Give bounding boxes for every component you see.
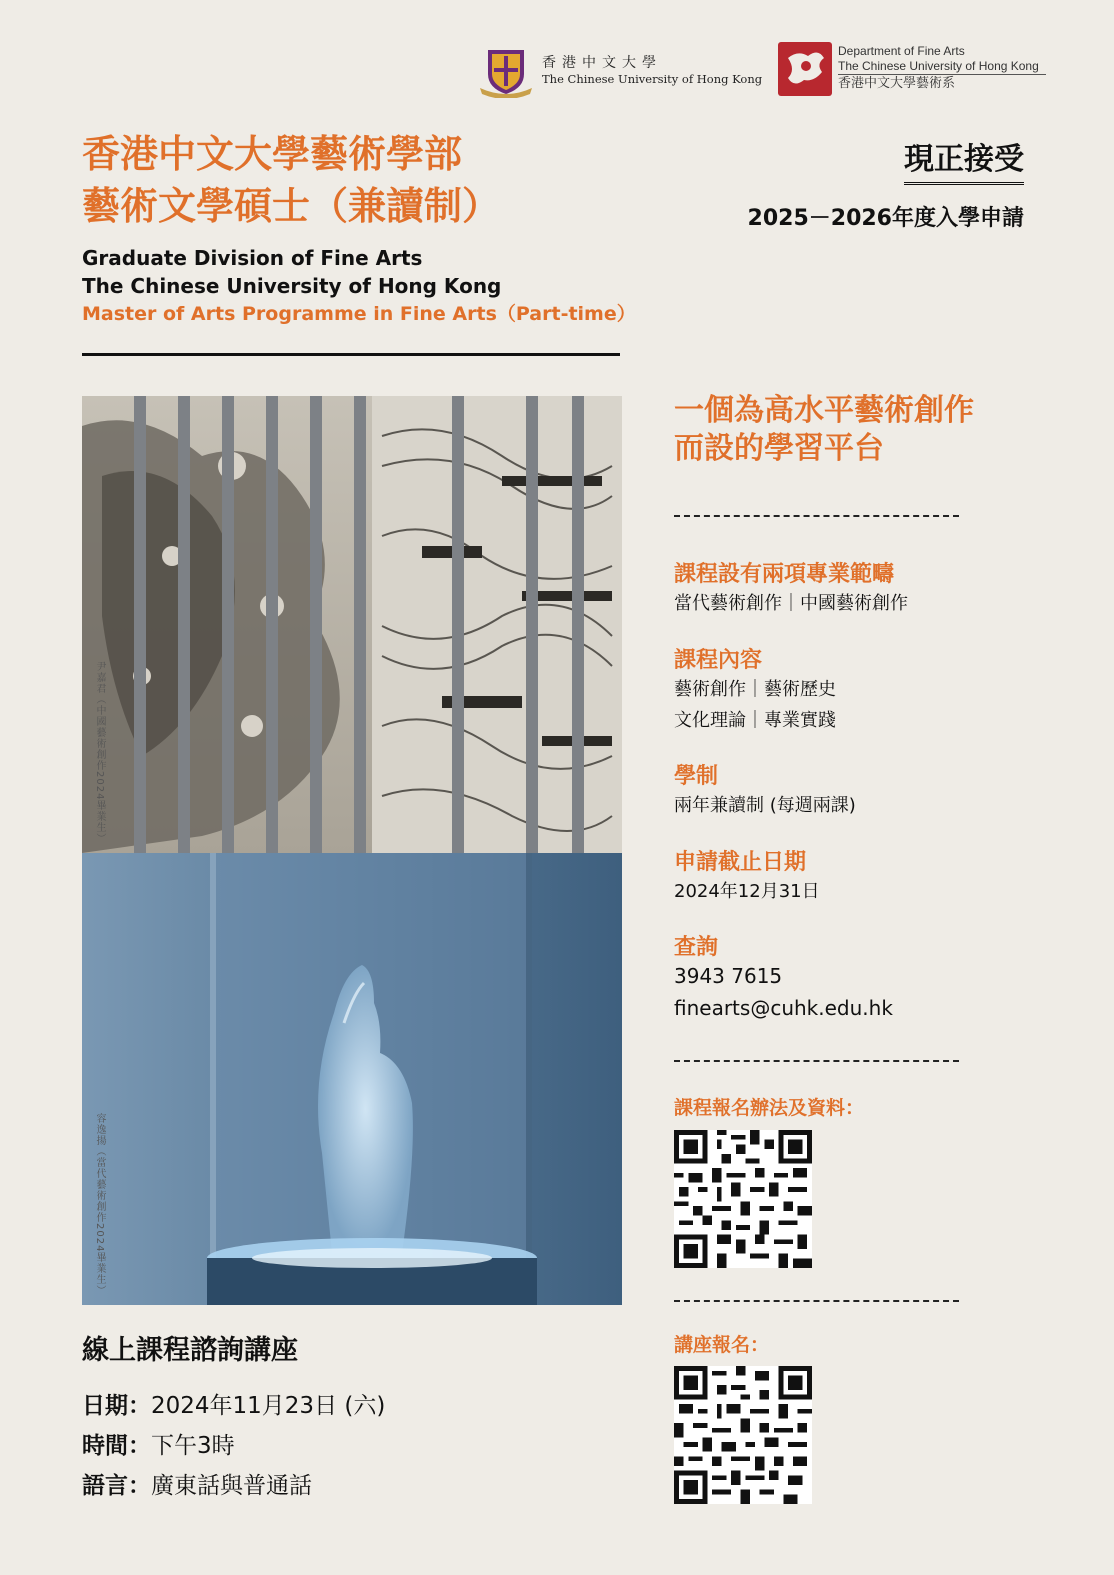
dashed-divider-3 [674, 1300, 959, 1302]
dfa-name-en-1: Department of Fine Arts [838, 44, 965, 58]
tagline [674, 392, 974, 468]
title-zh-line-2: 藝術文學碩士（兼讀制） [82, 184, 501, 228]
deadline-heading: 申請截止日期 [674, 850, 807, 875]
deadline-text: 2024年12月31日 [674, 881, 820, 902]
seminar-lang-value: 廣東話與普通話 [151, 1473, 312, 1499]
artwork-glass-hand [82, 853, 622, 1305]
content-line-1: 藝術創作｜藝術歷史 [674, 679, 836, 700]
dashed-divider-1 [674, 515, 959, 517]
cuhk-name-zh: 香港中文大學 [542, 55, 662, 71]
specializations-text: 當代藝術創作｜中國藝術創作 [674, 593, 908, 614]
mode-heading: 學制 [674, 764, 719, 789]
enquiry-email[interactable]: finearts@cuhk.edu.hk [674, 996, 893, 1020]
qr-code-programme[interactable] [674, 1130, 812, 1268]
tagline-line-2: 而設的學習平台 [674, 431, 884, 466]
content-line-2: 文化理論｜專業實踐 [674, 710, 836, 731]
dfa-name-zh: 香港中文大學藝術系 [838, 75, 956, 90]
cuhk-name-en: The Chinese University of Hong Kong [542, 72, 763, 86]
seminar-date [82, 1387, 385, 1420]
cuhk-logo [478, 46, 763, 98]
seminar-lang-label: 語言： [82, 1473, 151, 1499]
qr-seminar-label: 講座報名： [674, 1334, 770, 1356]
tagline-line-1: 一個為高水平藝術創作 [674, 393, 974, 428]
qr-seminar-icon [674, 1366, 812, 1504]
accepting-label: 現正接受 [904, 140, 1024, 185]
seminar-title: 線上課程諮詢講座 [82, 1335, 298, 1366]
seminar-time-label: 時間： [82, 1433, 151, 1459]
artwork-rock-drawing [82, 396, 622, 853]
specializations-heading: 課程設有兩項專業範疇 [674, 562, 895, 587]
seminar-date-value: 2024年11月23日 (六) [151, 1393, 386, 1419]
dashed-divider-2 [674, 1060, 959, 1062]
admission-notice [748, 140, 1024, 232]
qr-code-seminar[interactable] [674, 1366, 812, 1504]
seminar-time-value: 下午3時 [151, 1433, 235, 1459]
title-en-line-3: Master of Arts Programme in Fine Arts（Part-time） [82, 303, 636, 325]
dfa-seal-icon [778, 42, 832, 96]
title-en-line-2: The Chinese University of Hong Kong [82, 274, 502, 298]
rock-drawing-image [82, 396, 622, 853]
mode-text: 兩年兼讀制 (每週兩課) [674, 795, 856, 816]
seminar-date-label: 日期： [82, 1393, 151, 1419]
programme-title-en [82, 244, 636, 328]
enquiry-phone: 3943 7615 [674, 964, 783, 988]
admission-year: 2025－2026年度入學申請 [747, 206, 1024, 231]
artwork-credit-top: 尹嘉君（中國藝術創作2024畢業生） [94, 661, 105, 845]
programme-title-zh [82, 128, 500, 232]
glass-hand-image [82, 853, 622, 1305]
dfa-logo [778, 42, 1068, 98]
artwork-credit-bottom: 容逸揚（當代藝術創作2024畢業生） [94, 1113, 105, 1297]
seminar-time [82, 1427, 235, 1460]
title-divider [82, 353, 620, 356]
content-heading: 課程內容 [674, 648, 763, 673]
seminar-language [82, 1467, 312, 1500]
cuhk-crest-icon [478, 46, 534, 98]
qr-programme-label: 課程報名辦法及資料： [674, 1097, 865, 1119]
qr-programme-icon [674, 1130, 812, 1268]
title-zh-line-1: 香港中文大學藝術學部 [82, 132, 463, 176]
dfa-name-en-2: The Chinese University of Hong Kong [838, 59, 1039, 73]
enquiry-heading: 查詢 [674, 935, 719, 960]
title-en-line-1: Graduate Division of Fine Arts [82, 246, 423, 270]
